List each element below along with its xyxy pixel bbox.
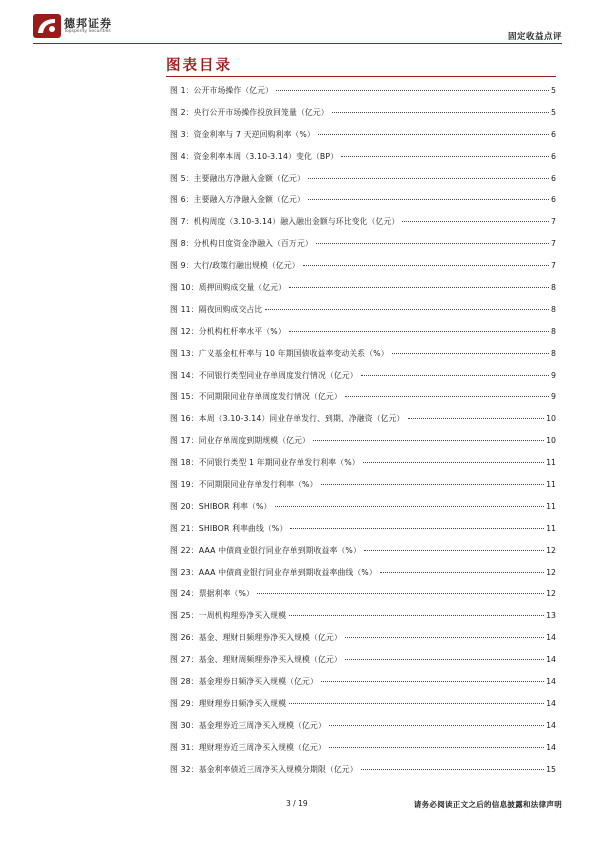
toc-entry-page: 8 — [551, 326, 556, 336]
toc-dot-leader — [289, 331, 549, 332]
toc-entry-page: 6 — [551, 195, 556, 205]
toc-title: 图表目录 — [166, 58, 232, 74]
toc-entry[interactable] — [170, 152, 556, 174]
toc-entry[interactable] — [170, 261, 556, 283]
toc-entry-page: 12 — [546, 545, 556, 555]
toc-entry-label: 图 7：机构周度（3.10-3.14）融入融出金额与环比变化（亿元） — [170, 217, 400, 227]
toc-entry-page: 10 — [546, 414, 556, 424]
toc-entry-label: 图 19：不同期限同业存单发行利率（%） — [170, 480, 318, 490]
toc-entry-label: 图 31：理财理券近三周净买入规模（亿元） — [170, 742, 326, 752]
toc-dot-leader — [402, 221, 549, 222]
report-section-label: 固定收益点评 — [507, 32, 562, 42]
page-number: 3 / 19 — [286, 799, 308, 808]
toc-entry-page: 6 — [551, 173, 556, 183]
toc-entry[interactable] — [170, 239, 556, 261]
toc-entry[interactable] — [170, 349, 556, 371]
toc-dot-leader — [332, 112, 549, 113]
toc-entry-page: 14 — [546, 633, 556, 643]
toc-entry-label: 图 13：广义基金杠杆率与 10 年期国债收益率变动关系（%） — [170, 348, 389, 358]
toc-entry-label: 图 3：资金利率与 7 天逆回购利率（%） — [170, 129, 315, 139]
toc-entry-label: 图 11：隔夜回购成交占比 — [170, 304, 263, 314]
toc-entry[interactable] — [170, 721, 556, 743]
toc-entry-label: 图 30：基金理券近三周净买入规模（亿元） — [170, 720, 326, 730]
toc-dot-leader — [408, 418, 545, 419]
toc-dot-leader — [345, 637, 544, 638]
toc-entry[interactable] — [170, 546, 556, 568]
toc-entry-page: 8 — [551, 304, 556, 314]
toc-entry-page: 6 — [551, 129, 556, 139]
toc-dot-leader — [289, 615, 544, 616]
toc-entry-page: 12 — [546, 589, 556, 599]
toc-entry-page: 9 — [551, 392, 556, 402]
toc-entry-label: 图 15：不同期限同业存单周度发行情况（亿元） — [170, 392, 342, 402]
toc-entry-label: 图 6：主要融入方净融入金额（亿元） — [170, 195, 305, 205]
toc-entry-label: 图 22：AAA 中债商业银行同业存单到期收益率（%） — [170, 545, 361, 555]
toc-dot-leader — [345, 659, 544, 660]
toc-title-divider — [166, 76, 556, 77]
toc-dot-leader — [276, 90, 549, 91]
toc-entry-label: 图 2：央行公开市场操作投放回笼量（亿元） — [170, 107, 329, 117]
toc-entry[interactable] — [170, 414, 556, 436]
toc-dot-leader — [361, 375, 549, 376]
toc-entry[interactable] — [170, 305, 556, 327]
toc-dot-leader — [257, 593, 544, 594]
toc-entry[interactable] — [170, 392, 556, 414]
brand-logo-icon — [33, 14, 61, 38]
toc-entry[interactable] — [170, 371, 556, 393]
toc-dot-leader — [392, 353, 549, 354]
toc-entry-label: 图 9：大行/政策行融出规模（亿元） — [170, 261, 300, 271]
toc-entry[interactable] — [170, 174, 556, 196]
toc-dot-leader — [275, 506, 545, 507]
toc-entry-page: 15 — [546, 764, 556, 774]
toc-entry-label: 图 20：SHIBOR 利率（%） — [170, 501, 272, 511]
toc-dot-leader — [303, 265, 549, 266]
toc-list — [170, 86, 556, 787]
toc-entry[interactable] — [170, 699, 556, 721]
toc-dot-leader — [313, 440, 544, 441]
toc-entry[interactable] — [170, 568, 556, 590]
toc-entry[interactable] — [170, 195, 556, 217]
toc-entry-label: 图 29：理财理券日频净买入规模 — [170, 698, 287, 708]
page-footer — [0, 795, 595, 815]
toc-entry[interactable] — [170, 655, 556, 677]
toc-dot-leader — [321, 484, 545, 485]
toc-entry-page: 7 — [551, 261, 556, 271]
toc-entry-label: 图 17：同业存单周度到期规模（亿元） — [170, 436, 310, 446]
toc-entry[interactable] — [170, 589, 556, 611]
header-divider — [33, 43, 562, 44]
toc-entry-page: 11 — [546, 480, 556, 490]
toc-dot-leader — [341, 156, 549, 157]
toc-entry-label: 图 24：票据利率（%） — [170, 589, 254, 599]
toc-dot-leader — [361, 769, 544, 770]
brand-name-cn: 德邦证券 — [64, 17, 112, 30]
toc-entry-label: 图 8：分机构日度资金净融入（百万元） — [170, 239, 313, 249]
toc-entry-label: 图 5：主要融出方净融入金额（亿元） — [170, 173, 305, 183]
toc-entry-label: 图 16：本周（3.10-3.14）同业存单发行、到期、净融资（亿元） — [170, 414, 405, 424]
toc-entry-label: 图 18：不同银行类型 1 年期同业存单发行利率（%） — [170, 458, 360, 468]
toc-dot-leader — [289, 287, 549, 288]
toc-entry[interactable] — [170, 765, 556, 787]
toc-dot-leader — [308, 199, 549, 200]
toc-entry-label: 图 10：质押回购成交量（亿元） — [170, 283, 287, 293]
toc-dot-leader — [318, 134, 549, 135]
toc-entry-label: 图 27：基金、理财周频理券净买入规模（亿元） — [170, 655, 342, 665]
toc-dot-leader — [329, 747, 544, 748]
toc-entry-page: 14 — [546, 677, 556, 687]
toc-entry-page: 13 — [546, 611, 556, 621]
toc-dot-leader — [380, 572, 544, 573]
toc-dot-leader — [363, 462, 544, 463]
toc-entry[interactable] — [170, 108, 556, 130]
toc-entry-page: 5 — [551, 107, 556, 117]
toc-entry-page: 14 — [546, 720, 556, 730]
toc-entry[interactable] — [170, 436, 556, 458]
toc-entry[interactable] — [170, 743, 556, 765]
toc-entry-page: 14 — [546, 655, 556, 665]
toc-entry-page: 11 — [546, 501, 556, 511]
toc-entry-page: 12 — [546, 567, 556, 577]
toc-entry-label: 图 21：SHIBOR 利率曲线（%） — [170, 523, 288, 533]
toc-entry[interactable] — [170, 524, 556, 546]
toc-entry-page: 11 — [546, 458, 556, 468]
toc-dot-leader — [329, 725, 544, 726]
toc-entry[interactable] — [170, 502, 556, 524]
toc-entry-page: 14 — [546, 698, 556, 708]
toc-entry-label: 图 28：基金理券日频净买入规模（亿元） — [170, 677, 318, 687]
toc-entry-label: 图 23：AAA 中债商业银行同业存单到期收益率曲线（%） — [170, 567, 377, 577]
toc-entry[interactable] — [170, 283, 556, 305]
toc-entry[interactable] — [170, 611, 556, 633]
toc-entry-page: 10 — [546, 436, 556, 446]
toc-entry-page: 5 — [551, 86, 556, 95]
toc-dot-leader — [345, 396, 549, 397]
toc-entry[interactable] — [170, 677, 556, 699]
toc-entry-page: 8 — [551, 348, 556, 358]
brand-name-en: Topsperity Securities — [64, 29, 111, 34]
toc-entry[interactable] — [170, 458, 556, 480]
toc-dot-leader — [321, 681, 544, 682]
toc-entry[interactable] — [170, 633, 556, 655]
toc-dot-leader — [364, 550, 544, 551]
toc-entry-label: 图 1：公开市场操作（亿元） — [170, 86, 274, 95]
toc-entry-page: 8 — [551, 283, 556, 293]
toc-entry[interactable] — [170, 327, 556, 349]
toc-entry-label: 图 14：不同银行类型同业存单周度发行情况（亿元） — [170, 370, 358, 380]
toc-entry[interactable] — [170, 86, 556, 108]
toc-dot-leader — [289, 703, 544, 704]
page-header — [0, 0, 595, 46]
toc-entry-page: 9 — [551, 370, 556, 380]
toc-entry-page: 7 — [551, 239, 556, 249]
toc-entry[interactable] — [170, 480, 556, 502]
toc-entry-label: 图 12：分机构杠杆率水平（%） — [170, 326, 286, 336]
toc-dot-leader — [316, 243, 549, 244]
legal-disclaimer: 请务必阅读正文之后的信息披露和法律声明 — [413, 800, 562, 809]
toc-entry-label: 图 25：一周机构理券净买入规模 — [170, 611, 287, 621]
toc-entry-label: 图 32：基金利率债近三周净买入规模分期限（亿元） — [170, 764, 358, 774]
toc-entry-page: 7 — [551, 217, 556, 227]
toc-dot-leader — [308, 178, 549, 179]
toc-entry[interactable] — [170, 217, 556, 239]
toc-entry-page: 11 — [546, 523, 556, 533]
toc-dot-leader — [265, 309, 549, 310]
toc-entry-label: 图 26：基金、理财日频理券净买入规模（亿元） — [170, 633, 342, 643]
toc-entry-page: 6 — [551, 151, 556, 161]
toc-entry-label: 图 4：资金利率本周（3.10-3.14）变化（BP） — [170, 151, 339, 161]
toc-entry-page: 14 — [546, 742, 556, 752]
toc-dot-leader — [290, 528, 544, 529]
toc-entry[interactable] — [170, 130, 556, 152]
